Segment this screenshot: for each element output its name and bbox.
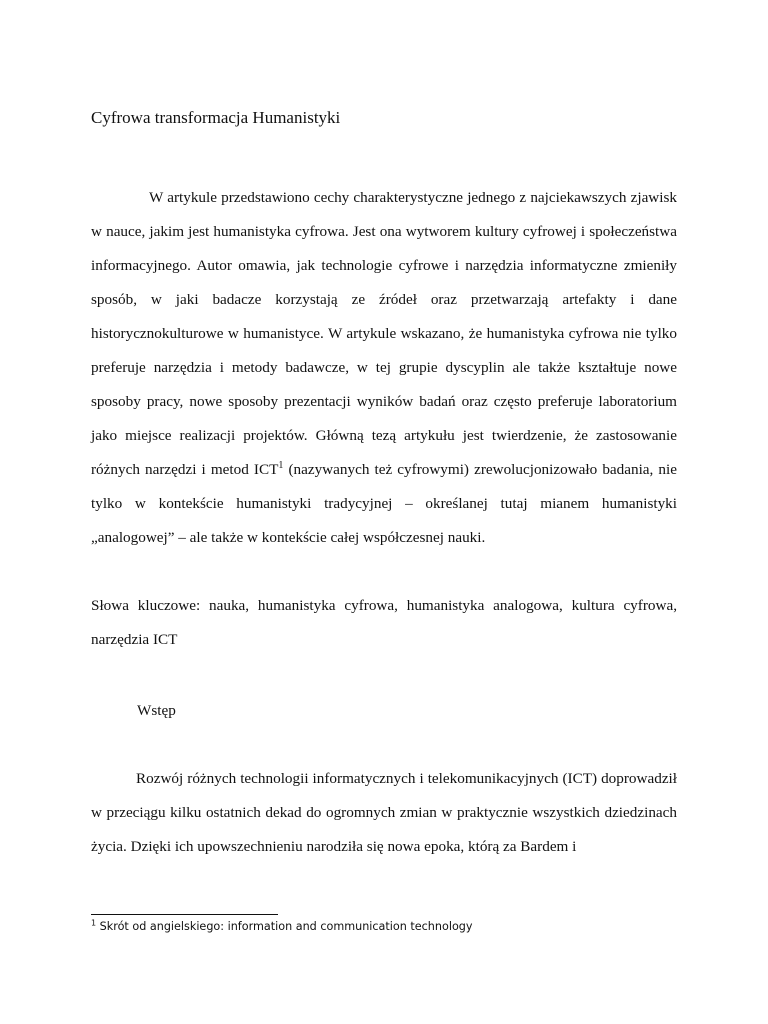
intro-paragraph: Rozwój różnych technologii informatycznych i telekomunikacyjnych (ICT) doprowadził w przeciągu kilku ostatnich dekad do ogromnych zmian w praktycznie wszystkich dziedzinach życia. Dzięki ich upowszechnieniu narodziła się nowa epoka, którą za Bardem i: [91, 770, 677, 855]
abstract-text-part-2: (nazywanych też cyfrowymi) zrewolucjonizowało badania, nie tylko w kontekście humanistyki tradycyjnej – określanej tutaj mianem humanistyki „analogowej” – ale także w kontekście całej współczesnej nauki.: [91, 461, 677, 546]
abstract-paragraph: [91, 181, 677, 555]
footnote: [91, 920, 473, 933]
abstract-text-part-1: W artykule przedstawiono cechy charakterystyczne jednego z najciekawszych zjawisk w nauce, jakim jest humanistyka cyfrowa. Jest ona wytworem kultury cyfrowej i społeczeństwa informacyjnego. Autor omawia, jak technologie cyfrowe i narzędzia informatyczne zmieniły sposób, w jaki badacze korzystają ze źródeł oraz przetwarzają artefakty i dane historycznokulturowe w humanistyce. W artykule wskazano, że humanistyka cyfrowa nie tylko preferuje narzędzia i metody badawcze, w tej grupie dyscyplin ale także kształtuje nowe sposoby pracy, nowe sposoby prezentacji wyników badań oraz często preferuje laboratorium jako miejsce realizacji projektów. Główną tezą artykułu jest twierdzenie, że zastosowanie różnych narzędzi i metod ICT: [91, 189, 677, 478]
footnote-text: Skrót od angielskiego: information and communication technology: [96, 920, 473, 933]
document-title: Cyfrowa transformacja Humanistyki: [91, 108, 341, 127]
footnote-marker: 1: [91, 918, 97, 928]
footnote-reference[interactable]: 1: [278, 459, 284, 471]
section-heading-introduction: Wstęp: [137, 702, 176, 719]
footnote-separator: [91, 914, 278, 915]
keywords-paragraph: Słowa kluczowe: nauka, humanistyka cyfrowa, humanistyka analogowa, kultura cyfrowa, narzędzia ICT: [91, 597, 677, 648]
